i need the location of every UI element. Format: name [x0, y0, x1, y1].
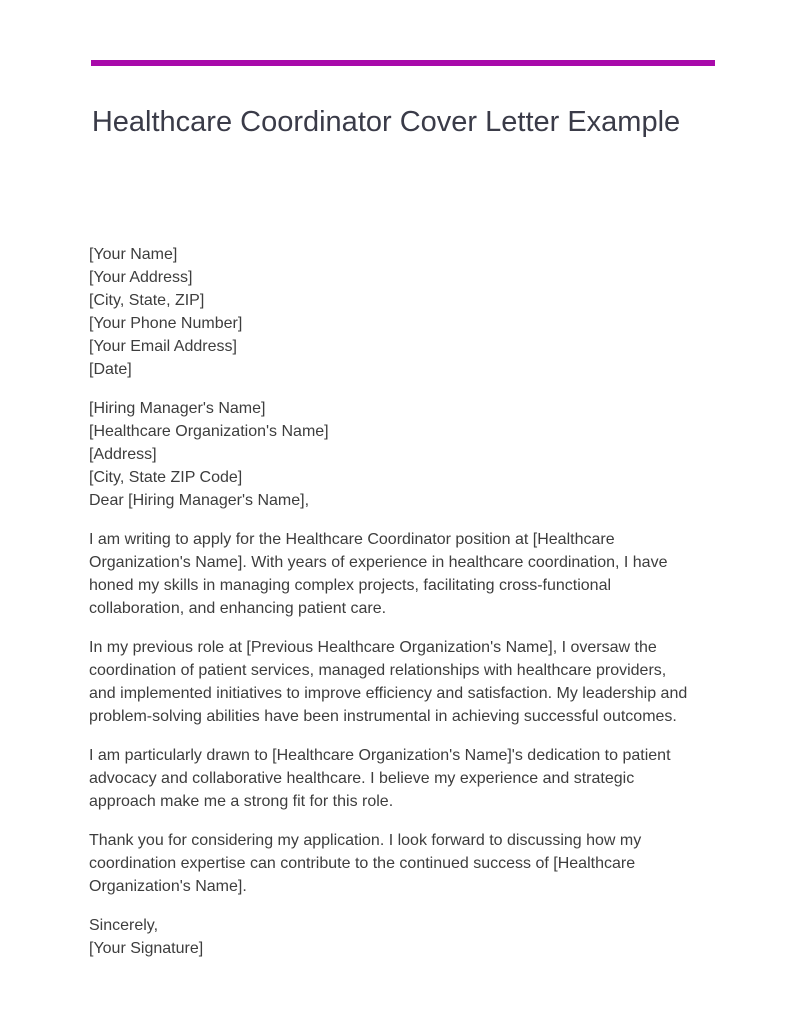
paragraph-intro: I am writing to apply for the Healthcare Coordinator position at [Healthcare Organization's Name]. With years of experience in healthcare coordination, I have honed my skills in managing complex projects, facilitating cross-functional collaboration, and enhancing patient care. — [89, 531, 668, 617]
accent-bar — [91, 60, 715, 66]
recipient-address: [Address] — [89, 446, 157, 463]
sender-name: [Your Name] — [89, 246, 178, 263]
sender-email: [Your Email Address] — [89, 338, 237, 355]
sender-address: [Your Address] — [89, 269, 193, 286]
recipient-city: [City, State ZIP Code] — [89, 469, 243, 486]
paragraph-experience: In my previous role at [Previous Healthcare Organization's Name], I oversaw the coordination of patient services, managed relationships with healthcare providers, and implemented initiatives to improve efficiency and satisfaction. My leadership and problem-solving abilities have been instrumental in achieving successful outcomes. — [89, 639, 688, 725]
recipient-organization: [Healthcare Organization's Name] — [89, 423, 329, 440]
closing-block — [89, 914, 689, 960]
paragraph-motivation: I am particularly drawn to [Healthcare Organization's Name]'s dedication to patient advocacy and collaborative healthcare. I believe my experience and strategic approach make me a strong fit for this role. — [89, 747, 671, 810]
salutation: Dear [Hiring Manager's Name], — [89, 492, 310, 509]
closing-phrase: Sincerely, — [89, 917, 159, 934]
sender-phone: [Your Phone Number] — [89, 315, 243, 332]
letter-body — [89, 243, 689, 976]
paragraph-thanks: Thank you for considering my application. I look forward to discussing how my coordination expertise can contribute to the continued success of [Healthcare Organization's Name]. — [89, 832, 642, 895]
recipient-name: [Hiring Manager's Name] — [89, 400, 266, 417]
letter-date: [Date] — [89, 361, 132, 378]
page-title: Healthcare Coordinator Cover Letter Example — [91, 106, 681, 138]
sender-block — [89, 243, 689, 381]
sender-city: [City, State, ZIP] — [89, 292, 205, 309]
signature: [Your Signature] — [89, 940, 204, 957]
recipient-block — [89, 397, 689, 512]
